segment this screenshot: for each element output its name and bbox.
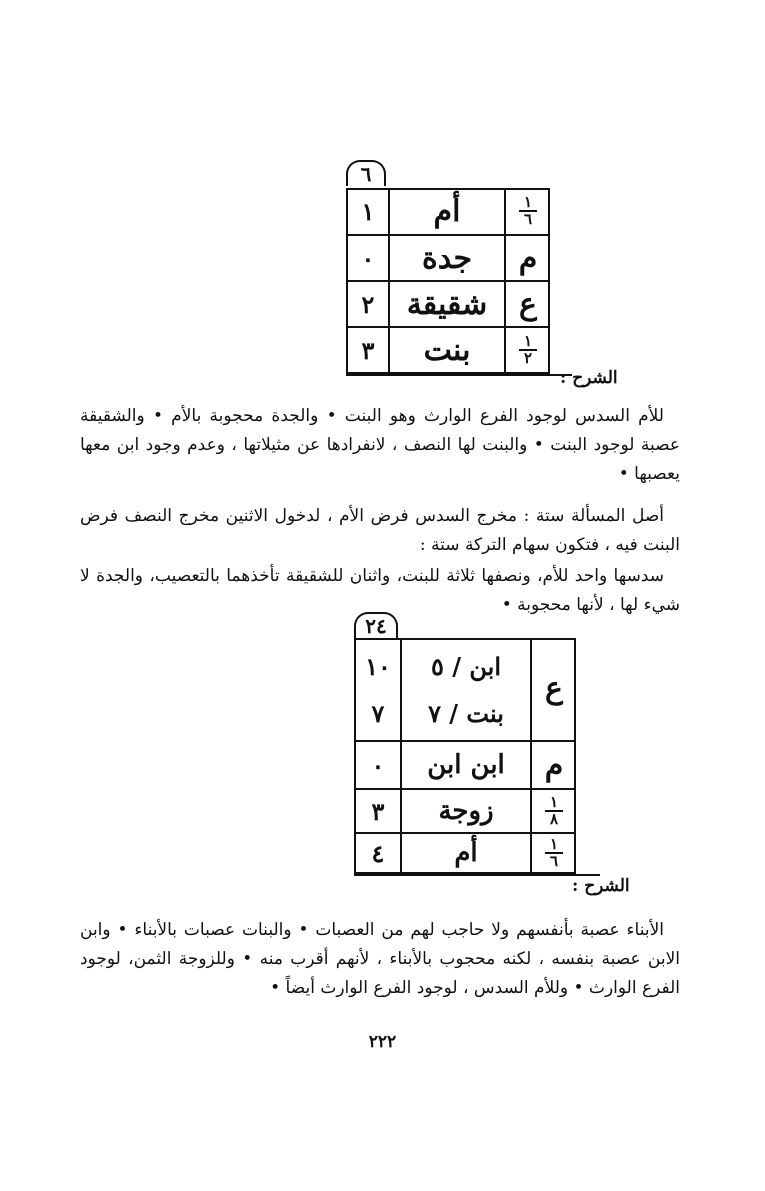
explanation-label-1: الشرح :	[560, 368, 618, 388]
table2-mother-share	[532, 834, 576, 872]
table2-son-heir: ابن / ٥	[431, 651, 501, 681]
table-row	[348, 234, 548, 280]
table2-son-portion: ١٠	[365, 651, 391, 681]
inheritance-table-1	[346, 188, 550, 374]
fraction: $\frac{١}{٦}$	[519, 196, 537, 226]
table2-grandson-heir: ابن ابن	[427, 750, 505, 780]
table2-wife-share	[532, 790, 576, 832]
table1-row4-share	[506, 328, 550, 372]
fraction: $\frac{١}{٦}$	[545, 838, 563, 868]
explanation-label-2: الشرح :	[572, 876, 630, 896]
table1-row1-portion: ١	[361, 196, 375, 226]
table2-mother-portion: ٤	[371, 838, 385, 868]
table2-mother-heir: أم	[454, 838, 478, 868]
table1-total: ٦	[346, 160, 386, 186]
paragraph-3: سدسها واحد للأم، ونصفها ثلاثة للبنت، واثنان للشقيقة تأخذهما بالتعصيب، والجدة لا شيء لها ، لأنها محجوبة •	[80, 566, 680, 615]
table2-wife-heir: زوجة	[438, 796, 494, 826]
table2-wife-portion: ٣	[371, 796, 385, 826]
table1-row2-portion: ٠	[361, 243, 375, 273]
paragraph-4: الأبناء عصبة بأنفسهم ولا حاجب لهم من العصبات • والبنات عصبات بالأبناء • وابن الابن عصبة بنفسه ، لكنه محجوب بالأبناء ، لأنهم أقرب منه • وللزوجة الثمن، لوجود الفرع الوارث • وللأم السدس ، لوجود الفرع الوارث أيضاً •	[80, 920, 680, 998]
table1-row3-share: ع	[519, 286, 537, 322]
fraction: $\frac{١}{٨}$	[545, 796, 563, 826]
table1-row2-heir: جدة	[421, 240, 472, 276]
paragraph-2: أصل المسألة ستة : مخرج السدس فرض الأم ، لدخول الاثنين مخرج النصف فرض البنت فيه ، فتكون سهام التركة ستة :	[80, 506, 680, 555]
table1-row1-heir: أم	[433, 193, 461, 229]
table2-daughter-heir: بنت / ٧	[428, 698, 504, 728]
table1-row3-portion: ٢	[361, 289, 375, 319]
table2-baseline	[354, 874, 600, 876]
table2-grandson-portion: ٠	[371, 750, 385, 780]
table-row	[356, 740, 574, 788]
table2-group-share: ع	[545, 670, 563, 706]
fraction: $\frac{١}{٢}$	[519, 335, 537, 365]
paragraph-1: للأم السدس لوجود الفرع الوارث وهو البنت • والجدة محجوبة بالأم • والشقيقة عصبة لوجود البنت • والبنت لها النصف ، لانفرادها عن مثيلاتها ، وعدم وجود ابن معها يعصبها •	[80, 406, 680, 484]
table1-row1-share	[506, 190, 550, 232]
table1-row3-heir: شقيقة	[406, 286, 488, 322]
inheritance-table-2	[354, 638, 576, 874]
table1-row4-portion: ٣	[361, 335, 375, 365]
table-row	[348, 326, 548, 372]
table2-total: ٢٤	[354, 612, 398, 638]
table-row	[356, 788, 574, 832]
table-row	[348, 280, 548, 326]
table-row	[356, 832, 574, 872]
table1-baseline	[346, 374, 572, 376]
page-number: ٢٢٢	[368, 1032, 397, 1052]
table1-row2-share: م	[518, 240, 538, 276]
table2-daughter-portion: ٧	[371, 698, 385, 728]
table1-row4-heir: بنت	[423, 332, 471, 368]
table2-grandson-share: م	[544, 747, 564, 783]
